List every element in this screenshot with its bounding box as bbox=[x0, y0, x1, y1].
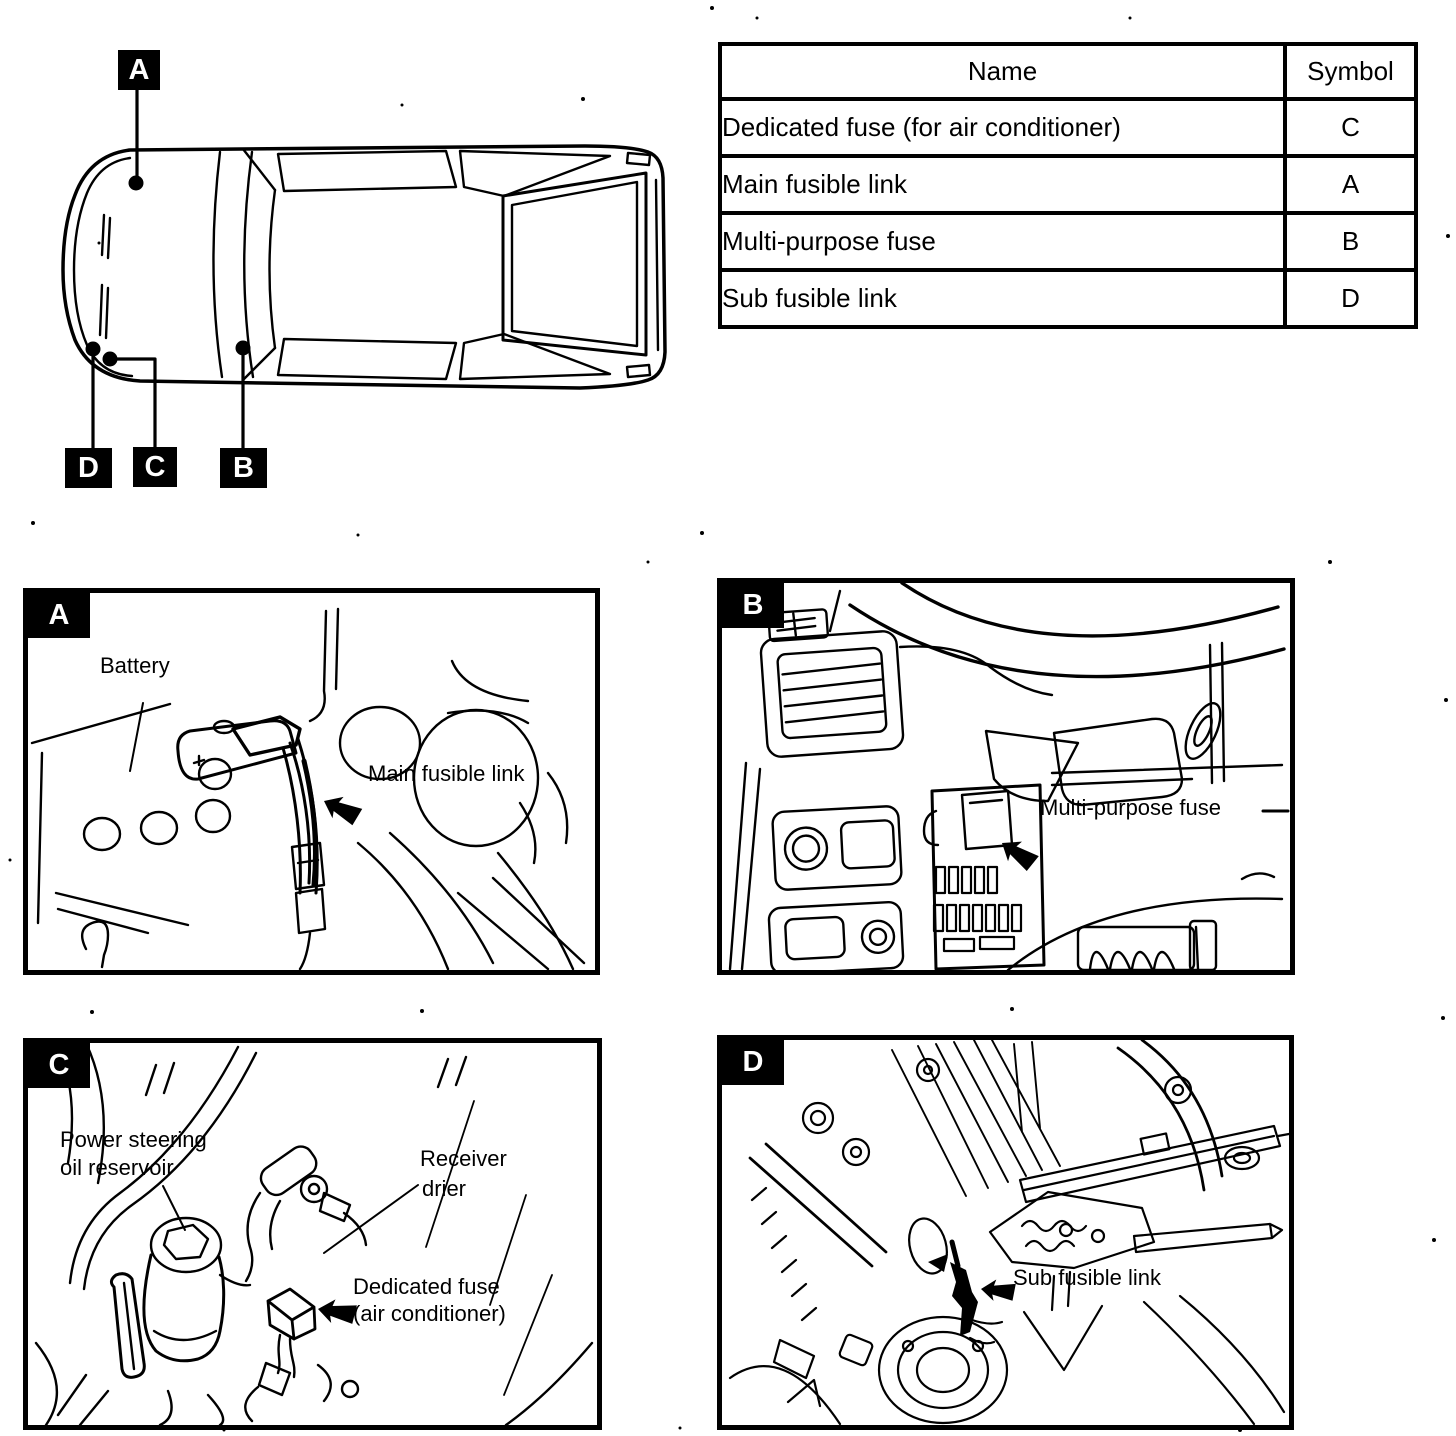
callout-leader-lines bbox=[93, 90, 243, 448]
callout-label-B bbox=[220, 448, 267, 488]
fuse-name: Dedicated fuse (for air conditioner) bbox=[720, 99, 1285, 156]
location-dot-C bbox=[103, 352, 118, 367]
table-row bbox=[720, 99, 1416, 156]
fuse-symbol: B bbox=[1285, 213, 1416, 270]
col-header-symbol: Symbol bbox=[1285, 44, 1416, 99]
panel-tag-B bbox=[722, 583, 784, 628]
sub-fusible-link-label: Sub fusible link bbox=[1013, 1265, 1161, 1290]
callout-letter: D bbox=[78, 451, 99, 484]
dedicated-fuse-label-line2: (air conditioner) bbox=[353, 1301, 506, 1326]
fuse-name: Sub fusible link bbox=[720, 270, 1285, 327]
panel-tag-D bbox=[722, 1040, 784, 1085]
callout-letter: C bbox=[144, 450, 166, 483]
callout-label-D bbox=[65, 448, 112, 488]
main-fusible-link-arrow-icon bbox=[319, 790, 364, 828]
fuse-symbol: A bbox=[1285, 156, 1416, 213]
power-steering-label-line2: oil reservoir bbox=[60, 1155, 174, 1180]
callout-letter: A bbox=[128, 53, 150, 86]
panel-tag-A bbox=[28, 593, 90, 638]
fuse-symbol: D bbox=[1285, 270, 1416, 327]
sub-fusible-link-part bbox=[950, 1262, 978, 1336]
callout-dots bbox=[86, 176, 251, 367]
panel-letter: C bbox=[48, 1049, 70, 1081]
panel-letter: D bbox=[742, 1046, 764, 1078]
car-top-view-drawing bbox=[30, 30, 700, 510]
table-row bbox=[720, 270, 1416, 327]
panel-A-main-fusible-link bbox=[23, 588, 600, 975]
legend-table bbox=[718, 42, 1418, 329]
panel-B-multi-purpose-fuse bbox=[717, 578, 1295, 975]
fuse-name: Main fusible link bbox=[720, 156, 1285, 213]
car-location-diagram bbox=[30, 30, 700, 510]
location-dot-A bbox=[129, 176, 144, 191]
table-row bbox=[720, 213, 1416, 270]
receiver-drier-label-line2: drier bbox=[422, 1176, 467, 1201]
location-dot-D bbox=[86, 342, 101, 357]
panel-letter: B bbox=[742, 589, 764, 621]
sub-fusible-link-arrow-icon bbox=[980, 1278, 1016, 1302]
callout-label-A bbox=[118, 50, 160, 90]
power-steering-label-line1: Power steering bbox=[60, 1127, 207, 1152]
power-steering-reservoir-drawing bbox=[28, 1043, 597, 1425]
main-fusible-link-label: Main fusible link bbox=[368, 761, 525, 786]
panel-C-dedicated-fuse bbox=[23, 1038, 602, 1430]
table-header-row bbox=[720, 44, 1416, 99]
receiver-drier-label-line1: Receiver bbox=[420, 1146, 507, 1171]
battery-label: Battery bbox=[100, 653, 170, 678]
callout-letter: B bbox=[233, 451, 254, 484]
dedicated-fuse-label-line1: Dedicated fuse bbox=[353, 1274, 500, 1299]
dedicated-fuse-arrow-icon bbox=[316, 1297, 357, 1326]
fuse-name: Multi-purpose fuse bbox=[720, 213, 1285, 270]
col-header-name: Name bbox=[720, 44, 1285, 99]
strut-tower-drawing bbox=[722, 1040, 1289, 1425]
callout-label-C bbox=[133, 447, 177, 487]
panel-tag-C bbox=[28, 1043, 90, 1088]
table-row bbox=[720, 156, 1416, 213]
multi-purpose-fuse-arrow-icon bbox=[995, 833, 1040, 874]
multi-purpose-fuse-label: Multi-purpose fuse bbox=[1040, 795, 1221, 820]
panel-letter: A bbox=[48, 599, 70, 631]
location-dot-B bbox=[236, 341, 251, 356]
panel-D-sub-fusible-link bbox=[717, 1035, 1294, 1430]
dashboard-fuse-box-drawing bbox=[722, 583, 1290, 970]
fuse-symbol: C bbox=[1285, 99, 1416, 156]
